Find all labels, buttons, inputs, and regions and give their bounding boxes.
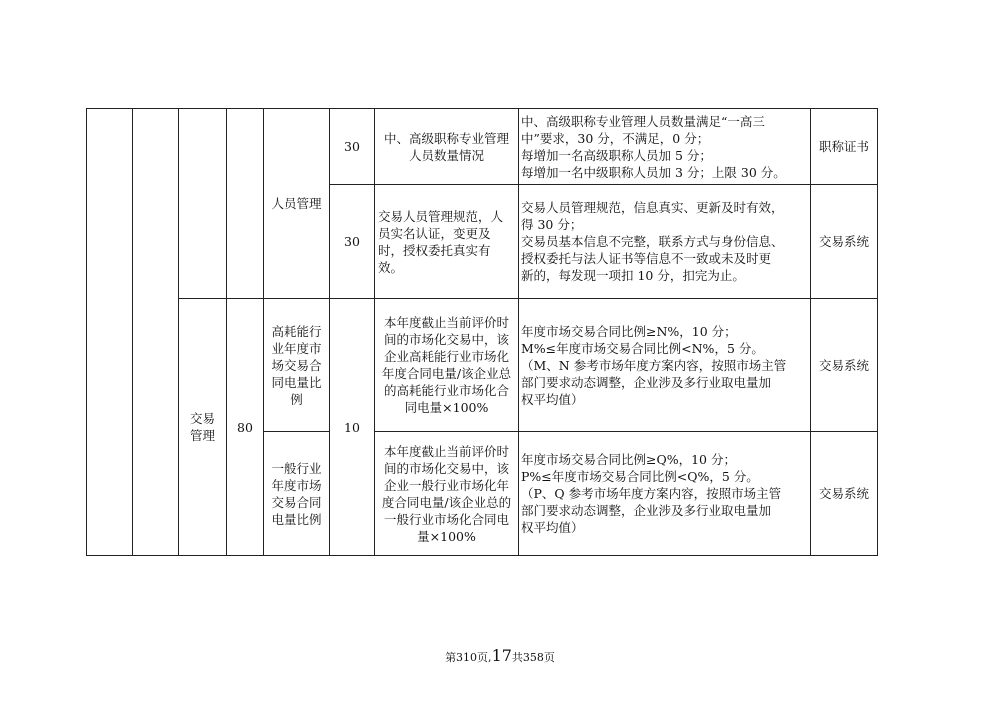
criteria-line: 部门要求动态调整，企业涉及多行业取电量加 — [521, 503, 772, 518]
item-cell: 人员管理 — [264, 109, 330, 299]
footer-suffix: 共358页 — [511, 651, 555, 664]
criteria-line: 权平均值） — [521, 391, 584, 407]
criteria-cell — [519, 432, 811, 556]
criteria-line: M%≤年度市场交易合同比例<N%，5 分。 — [521, 340, 764, 356]
blank-cell — [227, 109, 264, 299]
blank-cell — [133, 109, 179, 556]
criteria-line: （P、Q 参考市场年度方案内容，按照市场主管 — [521, 486, 782, 501]
criteria-line: （M、N 参考市场年度方案内容，按照市场主管 — [521, 357, 787, 373]
table-row — [87, 299, 878, 432]
blank-cell — [179, 109, 227, 299]
criteria-line: 新的，每发现一项扣 10 分，扣完为止。 — [521, 268, 745, 283]
criteria-line: 交易员基本信息不完整，联系方式与身份信息、 — [521, 234, 784, 249]
criteria-line: 交易人员管理规范，信息真实、更新及时有效， — [521, 200, 784, 215]
criteria-line: 中”要求，30 分，不满足，0 分； — [521, 130, 710, 146]
footer-prefix: 第310页, — [445, 651, 492, 664]
criteria-line: 年度市场交易合同比例≥Q%，10 分； — [521, 452, 736, 467]
description-cell: 本年度截止当前评价时间的市场化交易中，该企业高耗能行业市场化年度合同电量/该企业总的高耗能行业市场化合同电量×100% — [375, 299, 519, 432]
source-cell: 交易系统 — [811, 432, 878, 556]
criteria-cell — [519, 299, 811, 432]
source-cell: 交易系统 — [811, 185, 878, 299]
score-cell: 10 — [330, 299, 375, 556]
criteria-line: 部门要求动态调整，企业涉及多行业取电量加 — [521, 374, 772, 390]
category-cell: 交易 管理 — [179, 299, 227, 556]
table-row — [87, 109, 878, 185]
evaluation-table — [86, 108, 878, 556]
criteria-line: 得 30 分； — [521, 217, 583, 232]
blank-cell — [87, 109, 133, 556]
source-cell: 职称证书 — [811, 109, 878, 185]
item-cell: 一般行业年度市场交易合同电量比例 — [264, 432, 330, 556]
score-cell: 30 — [330, 185, 375, 299]
page-footer — [0, 646, 1000, 665]
criteria-cell — [519, 109, 811, 185]
description-cell: 交易人员管理规范，人员实名认证，变更及时，授权委托真实有效。 — [375, 185, 519, 299]
criteria-cell — [519, 185, 811, 299]
criteria-line: 年度市场交易合同比例≥N%，10 分； — [521, 323, 737, 339]
criteria-line: 每增加一名高级职称人员加 5 分； — [521, 147, 712, 163]
criteria-line: P%≤年度市场交易合同比例<Q%，5 分。 — [521, 469, 759, 484]
page-number: 17 — [491, 646, 512, 665]
criteria-line: 每增加一名中级职称人员加 3 分；上限 30 分。 — [521, 164, 786, 180]
description-cell: 本年度截止当前评价时间的市场化交易中，该企业一般行业市场化年度合同电量/该企业总的一般行业市场化合同电量×100% — [375, 432, 519, 556]
criteria-line: 中、高级职称专业管理人员数量满足“一高三 — [521, 113, 765, 129]
item-cell: 高耗能行业年度市场交易合同电量比例 — [264, 299, 330, 432]
description-cell: 中、高级职称专业管理人员数量情况 — [375, 109, 519, 185]
source-cell: 交易系统 — [811, 299, 878, 432]
category-score-cell: 80 — [227, 299, 264, 556]
score-cell: 30 — [330, 109, 375, 185]
criteria-line: 授权委托与法人证书等信息不一致或未及时更 — [521, 251, 772, 266]
criteria-line: 权平均值） — [521, 520, 584, 535]
